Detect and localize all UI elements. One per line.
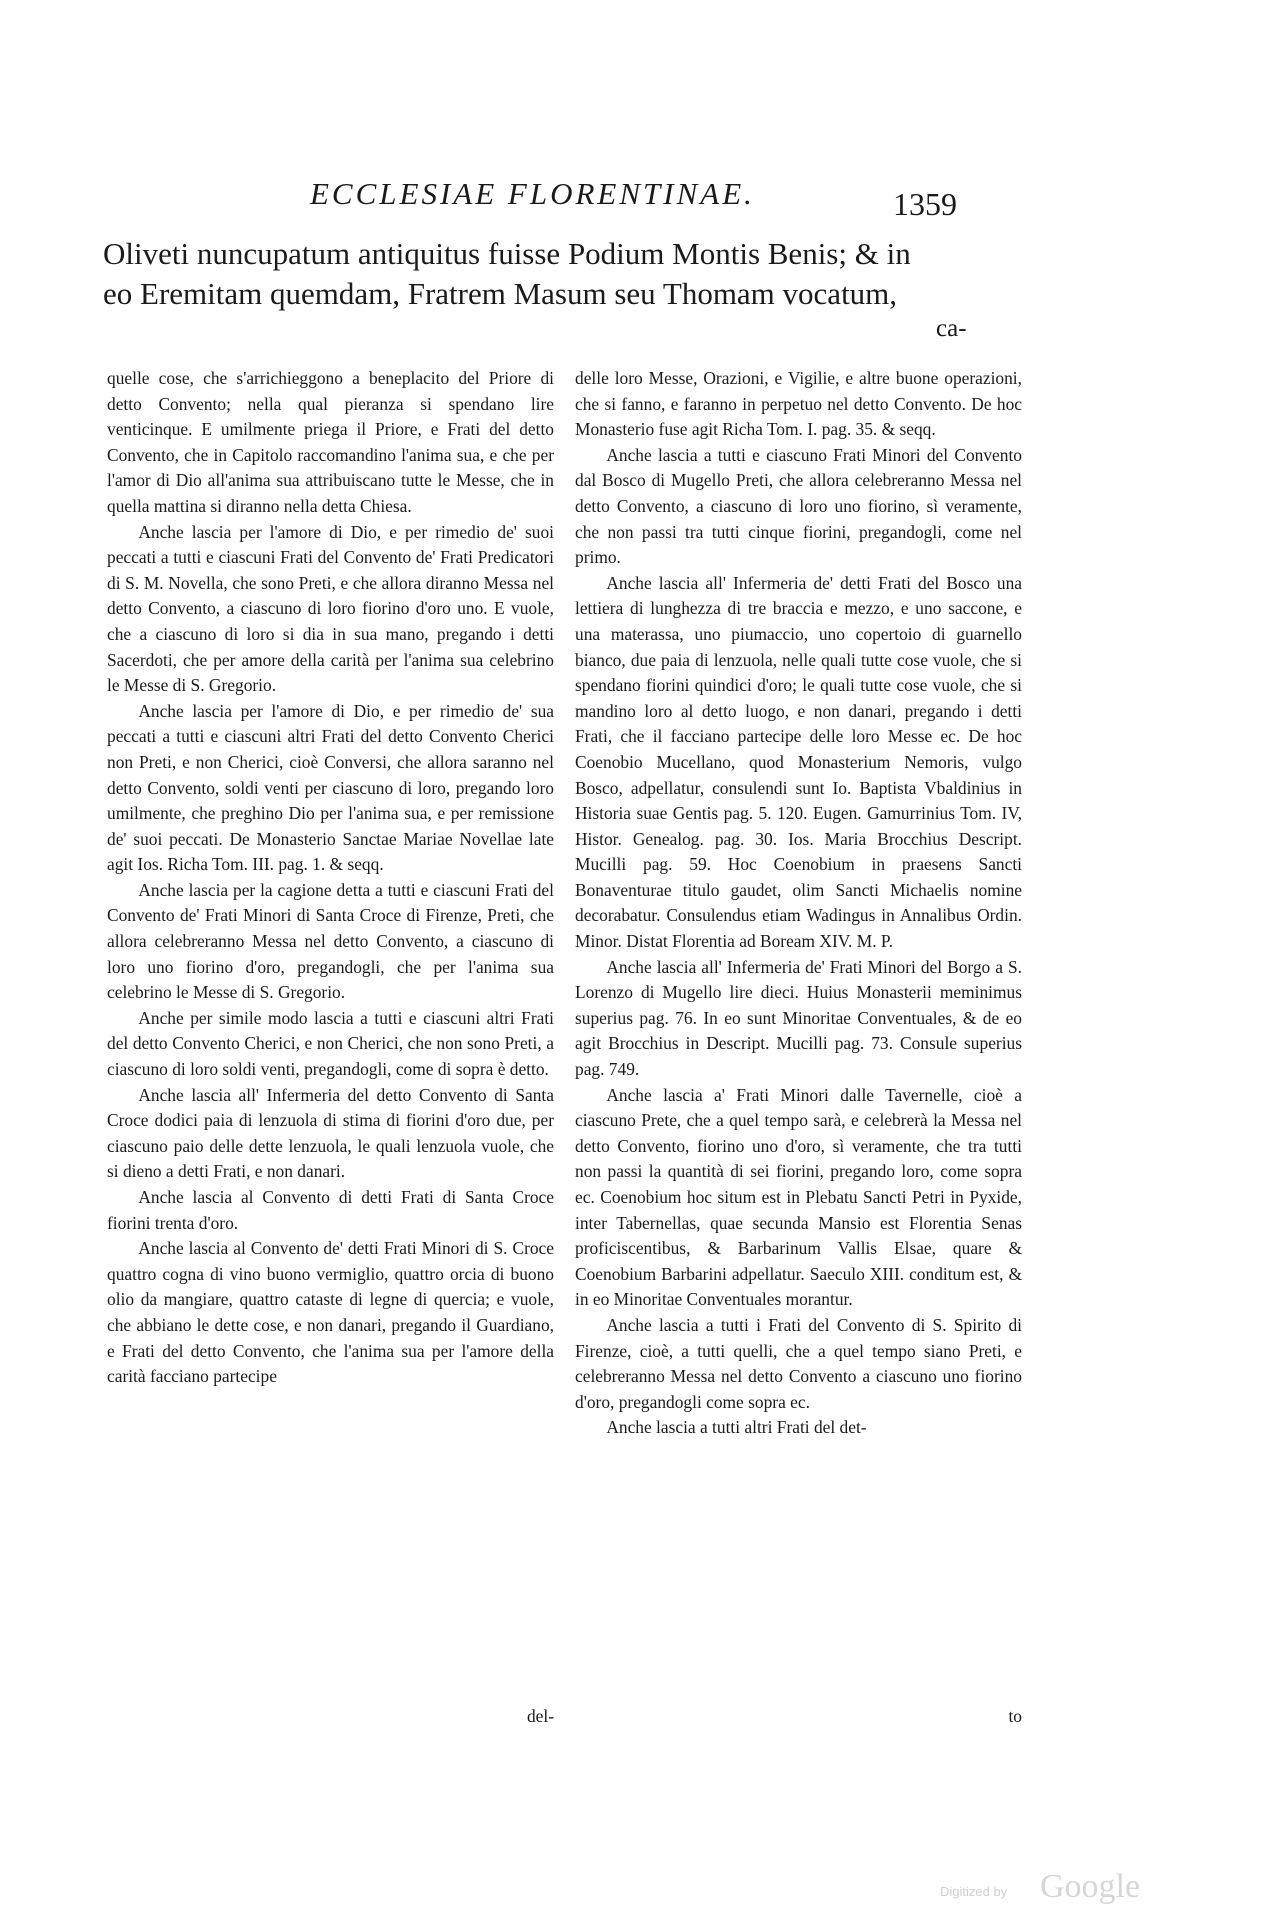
right-paragraph-1: delle loro Messe, Orazioni, e Vigilie, e altre buone operazioni, che si fanno, e faranno in perpetuo nel detto Convento. De hoc Monasterio fuse agit Richa Tom. I. pag. 35. & seqq. bbox=[575, 368, 1022, 440]
left-paragraph-3: Anche lascia per l'amore di Dio, e per rimedio de' sua peccati a tutti e ciascuni altri Frati del detto Convento Cherici non Preti, e non Cherici, cioè Conversi, che allora saranno nel detto Convento, soldi venti per ciascuno di loro, pregando loro umilmente, che preghino Dio per l'anima sua, e per remissione de' suoi peccati. De Monasterio Sanctae Mariae Novellae late agit Ios. Richa Tom. III. pag. 1. & seqq. bbox=[107, 700, 554, 875]
right-paragraph-2: Anche lascia a tutti e ciascuno Frati Minori del Convento dal Bosco di Mugello Preti, che allora celebreranno Messa nel detto Convento, a ciascuno di loro uno fiorino, sì veramente, che non passi tra tutti cinque fiorini, pregandogli, come nel primo. bbox=[575, 444, 1022, 568]
left-paragraph-6: Anche lascia all' Infermeria del detto Convento di Santa Croce dodici paia di lenzuola di stima di fiorini d'oro due, per ciascuno paio delle dette lenzuola, le quali lenzuola vuole, che si dieno a detti Frati, e non danari. bbox=[107, 1084, 554, 1182]
right-paragraph-5: Anche lascia a' Frati Minori dalle Tavernelle, cioè a ciascuno Prete, che a quel tempo sarà, e celebrerà la Messa nel detto Convento, fiorino uno d'oro, sì veramente, che tra tutti non passi la quantità di sei fiorini, pregando loro, come sopra ec. Coenobium hoc situm est in Plebatu Sancti Petri in Pyxide, inter Tabernellas, quae secunda Mansio est Florentia Senas proficiscentibus, & Barbarinum Vallis Elsae, quare & Coenobium Barbarini adpellatur. Saeculo XIII. conditum est, & in eo Minoritae Conventuales morantur. bbox=[575, 1084, 1022, 1310]
right-paragraph-7: Anche lascia a tutti altri Frati del det- bbox=[606, 1417, 867, 1438]
left-paragraph-4: Anche lascia per la cagione detta a tutti e ciascuni Frati del Convento de' Frati Minori di Santa Croce di Firenze, Preti, che allora celebreranno Messa nel detto Convento, a ciascuno di loro uno fiorino d'oro, pregandogli, che per l'anima sua celebrino le Messe di S. Gregorio. bbox=[107, 879, 554, 1003]
right-paragraph-4: Anche lascia all' Infermeria de' Frati Minori del Borgo a S. Lorenzo di Mugello lire dieci. Huius Monasterii meminimus superius pag. 76. In eo sunt Minoritae Conventuales, & de eo agit Brocchius in Descript. Mucilli pag. 73. Consule superius pag. 749. bbox=[575, 956, 1022, 1080]
page-number: 1359 bbox=[893, 186, 957, 222]
left-paragraph-7: Anche lascia al Convento di detti Frati di Santa Croce fiorini trenta d'oro. bbox=[107, 1187, 554, 1233]
running-head: ECCLESIAE FLORENTINAE. bbox=[310, 176, 755, 211]
intro-paragraph bbox=[103, 234, 1023, 314]
watermark-text: Digitized by bbox=[940, 1884, 1008, 1899]
left-column bbox=[107, 366, 554, 1390]
right-column bbox=[575, 366, 1022, 1441]
left-paragraph-8: Anche lascia al Convento de' detti Frati Minori di S. Croce quattro cogna di vino buono vermiglio, quattro orcia di buono olio da mangiare, quattro cataste di legne di quercia; e vuole, che abbiano le dette cose, e non danari, pregando il Guardiano, e Frati del detto Convento, che l'anima sua per l'amore della carità facciano partecipe bbox=[107, 1238, 554, 1387]
left-paragraph-1: quelle cose, che s'arrichieggono a beneplacito del Priore di detto Convento; nella qual pieranza si spendano lire venticinque. E umilmente priega il Priore, e Frati del detto Convento, che in Capitolo raccomandino l'anima sua, e che per l'amor di Dio all'anima sua attribuiscano tutte le Messe, che in quella mattina si diranno nella detta Chiesa. bbox=[107, 368, 554, 516]
intro-line-1: Oliveti nuncupatum antiquitus fuisse Podium Montis Benis; & in bbox=[103, 236, 911, 271]
intro-catchword: ca- bbox=[936, 315, 967, 342]
right-paragraph-6: Anche lascia a tutti i Frati del Convento di S. Spirito di Firenze, cioè, a tutti quelli, che a quel tempo siano Preti, e celebreranno Messa nel detto Convento a ciascuno uno fiorino d'oro, pregandogli come sopra ec. bbox=[575, 1314, 1022, 1412]
right-paragraph-3: Anche lascia all' Infermeria de' detti Frati del Bosco una lettiera di lunghezza di tre braccia e mezzo, e uno saccone, e una materassa, uno piumaccio, uno copertoio di guarnello bianco, due paia di lenzuola, nelle quali tutte cose vuole, che si spendano fiorini quindici d'oro; le quali tutte cose vuole, che si mandino loro al detto luogo, e non danari, pregando i detti Frati, che il facciano partecipe delle loro Messe ec. De hoc Coenobio Mucellano, quod Monasterium Nemoris, vulgo Bosco, adpellatur, consulendi sunt Io. Baptista Vbaldinius in Historia suae Gentis pag. 5. 120. Eugen. Gamurrinius Tom. IV, Histor. Genealog. pag. 30. Ios. Maria Brocchius Descript. Mucilli pag. 59. Hoc Coenobium in praesens Sancti Bonaventurae titulo gaudet, olim Sancti Michaelis nomine decorabatur. Consulendus etiam Wadingus in Annalibus Ordin. Minor. Distat Florentia ad Boream XIV. M. P. bbox=[575, 572, 1022, 952]
right-catchword: to bbox=[1008, 1706, 1022, 1726]
left-paragraph-2: Anche lascia per l'amore di Dio, e per rimedio de' suoi peccati a tutti e ciascuni Frati del Convento de' Frati Predicatori di S. M. Novella, che sono Preti, e che allora diranno Messa nel detto Convento, a ciascuno di loro fiorino d'oro uno. E vuole, che a ciascuno di loro si dia in sua mano, pregando i detti Sacerdoti, che per amore della carità per l'anima sua celebrino le Messe di S. Gregorio. bbox=[107, 521, 554, 696]
left-catchword: del- bbox=[526, 1706, 554, 1726]
intro-line-2: eo Eremitam quemdam, Fratrem Masum seu Thomam vocatum, bbox=[103, 276, 898, 311]
left-paragraph-5: Anche per simile modo lascia a tutti e ciascuni altri Frati del detto Convento Cherici, e non Cherici, che non sono Preti, a ciascuno di loro soldi venti, pregandogli, come di sopra è detto. bbox=[107, 1007, 554, 1080]
watermark-logo: Google bbox=[1040, 1868, 1141, 1905]
